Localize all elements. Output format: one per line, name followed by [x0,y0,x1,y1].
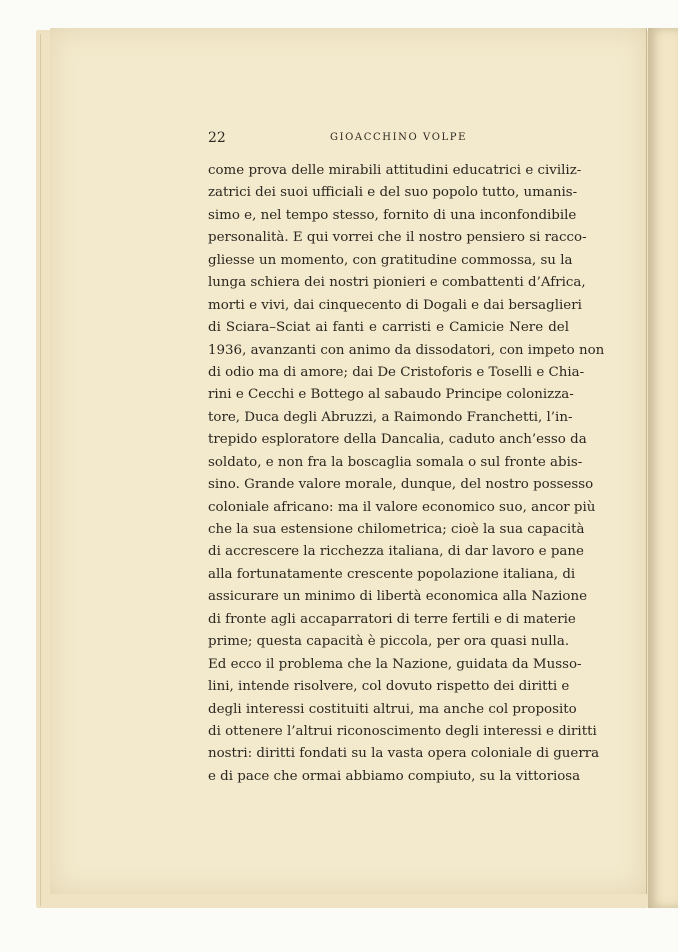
text-line: gliesse un momento, con gratitudine commossa, su la [208,252,573,268]
text-line: di accrescere la ricchezza italiana, di dar lavoro e pane [208,544,584,560]
text-line: coloniale africano: ma il valore economico suo, ancor più [208,499,596,515]
text-line: tore, Duca degli Abruzzi, a Raimondo Franchetti, l’in- [208,409,573,425]
page-number: 22 [208,130,226,146]
text-line: morti e vivi, dai cinquecento di Dogali e dai bersaglieri [208,297,582,313]
text-line: lini, intende risolvere, col dovuto rispetto dei diritti e [208,679,570,695]
text-line: personalità. E qui vorrei che il nostro pensiero si racco- [208,230,587,246]
body-text [208,160,605,788]
text-line: nostri: diritti fondati su la vasta opera coloniale di guerra [208,746,600,762]
text-line: alla fortunatamente crescente popolazione italiana, di [208,566,576,582]
text-line: di fronte agli accaparratori di terre fertili e di materie [208,611,576,627]
facing-page-edge [648,28,678,908]
text-line: prime; questa capacità è piccola, per ora quasi nulla. [208,634,570,650]
text-line: soldato, e non fra la boscaglia somala o sul fronte abis- [208,454,583,470]
page-header [208,130,578,150]
text-line: sino. Grande valore morale, dunque, del nostro possesso [208,477,594,493]
text-line: e di pace che ormai abbiamo compiuto, su la vittoriosa [208,768,581,784]
text-line: di ottenere l’altrui riconoscimento degli interessi e diritti [208,723,597,739]
running-head: GIOACCHINO VOLPE [330,132,467,143]
text-line: zatrici dei suoi ufficiali e del suo popolo tutto, umanis- [208,185,578,201]
text-line: di odio ma di amore; dai De Cristoforis e Toselli e Chia- [208,364,585,380]
text-line: che la sua estensione chilometrica; cioè la sua capacità [208,522,585,537]
text-line: come prova delle mirabili attitudini educatrici e civiliz- [208,163,582,178]
text-line: lunga schiera dei nostri pionieri e combattenti d’Africa, [208,275,586,291]
text-line: simo e, nel tempo stesso, fornito di una inconfondibile [208,207,577,223]
text-line: 1936, avanzanti con animo da dissodatori, con impeto non [208,342,605,358]
text-line: assicurare un minimo di libertà economica alla Nazione [208,589,588,605]
text-line: rini e Cecchi e Bottego al sabaudo Principe colonizza- [208,387,574,403]
text-line: trepido esploratore della Dancalia, caduto anch’esso da [208,432,587,448]
text-line: di Sciara–Sciat ai fanti e carristi e Camicie Nere del [208,320,569,336]
text-line: degli interessi costituiti altrui, ma anche col proposito [208,701,577,717]
text-line: Ed ecco il problema che la Nazione, guidata da Musso- [208,656,582,672]
